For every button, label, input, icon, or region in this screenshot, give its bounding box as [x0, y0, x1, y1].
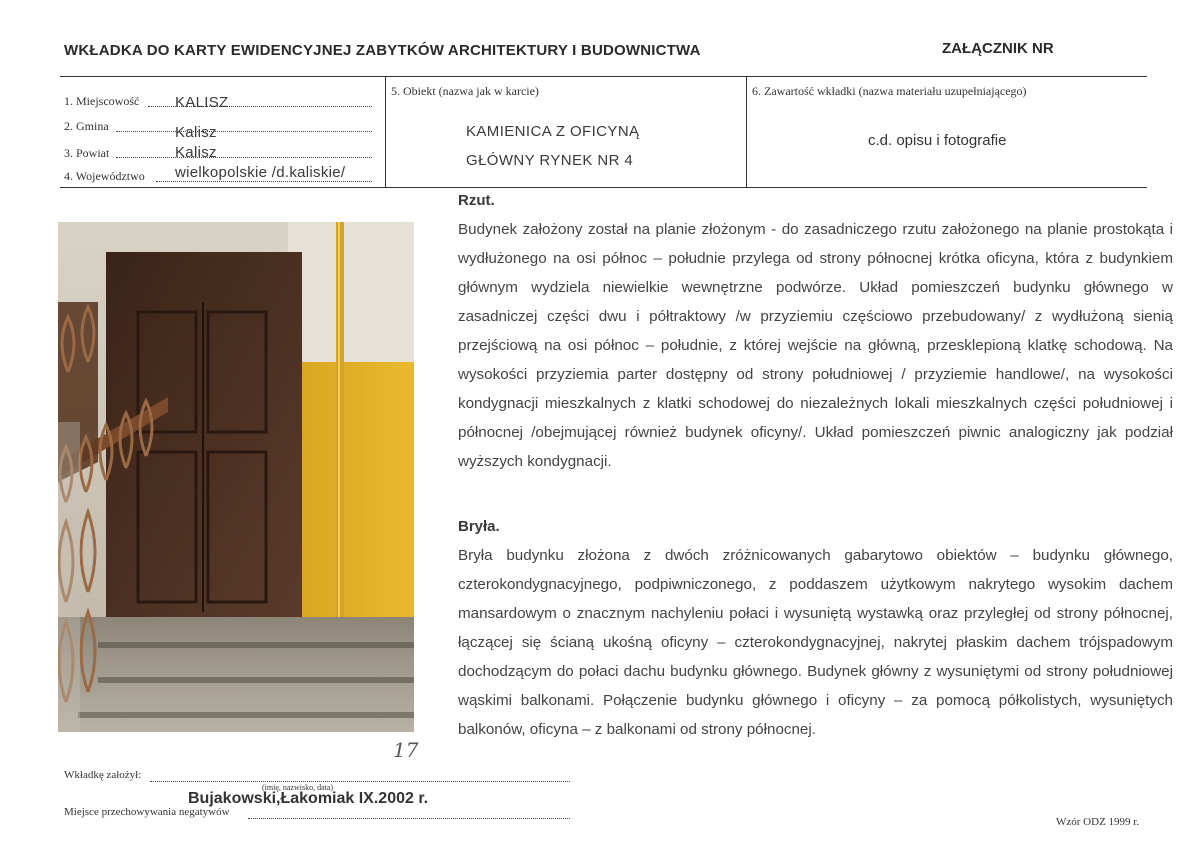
contents-label: 6. Zawartość wkładki (nazwa materiału uzupełniającego) [752, 84, 1027, 98]
object-name-line-2: GŁÓWNY RYNEK NR 4 [466, 152, 634, 169]
rzut-heading: Rzut. [458, 192, 495, 209]
zalozyl-dotted-line [150, 781, 570, 782]
negatives-label: Miejsce przechowywania negatywów [64, 806, 230, 818]
negatives-dotted-line [248, 818, 570, 819]
template-note: Wzór ODZ 1999 r. [1056, 816, 1140, 828]
bryla-paragraph: Bryła budynku złożona z dwóch zróżnicowanych gabarytowo obiektów – budynku głównego, czterokondygnacyjnego, podpiwniczonego, z poddaszem użytkowym nakrytego wysokim dachem mansardowym o znacznym nachyleniu połaci i wysuniętą wystawką oraz przyległej od strony północnej, łączącej się ścianą ukośną oficyny – czterokondygnacyjnej, nakrytej płaskim dachem trójspadowym dochodzącym do połaci dachu budynku głównego. Budynek główny z wysuniętymi od strony południowej wąskimi balkonami. Połączenie budynku głównego i oficyny – za pomocą półkolistych, wysuniętych balkonów, oficyna – z balkonami od strony północnej. [458, 547, 1173, 738]
gmina-label: 2. Gmina [64, 119, 109, 133]
zalozyl-value: Bujakowski,Łakomiak IX.2002 r. [188, 790, 429, 807]
contents-value: c.d. opisu i fotografie [868, 132, 1007, 149]
object-name-line-1: KAMIENICA Z OFICYNĄ [466, 123, 640, 140]
wojewodztwo-dotted-line [156, 181, 372, 182]
object-label: 5. Obiekt (nazwa jak w karcie) [391, 84, 539, 98]
wojewodztwo-label: 4. Województwo [64, 169, 145, 183]
gmina-value: Kalisz [175, 124, 217, 141]
annex-label: ZAŁĄCZNIK NR [942, 40, 1054, 57]
wojewodztwo-value: wielkopolskie /d.kaliskie/ [175, 164, 346, 181]
powiat-dotted-line [116, 157, 372, 158]
miejscowosc-value: KALISZ [175, 94, 229, 111]
zalozyl-label: Wkładkę założył: [64, 769, 142, 781]
staircase-photo [58, 222, 414, 732]
zalozyl-hint: (imię, nazwisko, data) [262, 783, 334, 792]
bryla-heading: Bryła. [458, 518, 500, 535]
rzut-paragraph: Budynek założony został na planie złożonym - do zasadniczego rzutu założonego na planie prostokąta i wydłużonego na osi północ – południe przylega od strony północnej krótka oficyna, która z budynkiem głównym wydziela niewielkie wewnętrzne podwórze. Układ pomieszczeń budynku głównego w zasadniczej części dwu i półtraktowy /w przyziemiu częściowo przebudowany/ z wydłużoną sienią przejściową na osi północ – południe, z której wejście na główną, przesklepioną klatkę schodową. Na wysokości przyziemia parter dostępny od strony południowej / przyziemie handlowe/, na wysokości kondygnacji mieszkalnych z klatki schodowej do niezależnych lokali mieszkalnych części południowej i północnej /obejmującej również budynek oficyny/. Układ pomieszczeń piwnic analogiczny jak podział wyższych kondygnacji. [458, 221, 1173, 470]
form-title: WKŁADKA DO KARTY EWIDENCYJNEJ ZABYTKÓW ARCHITEKTURY I BUDOWNICTWA [64, 42, 701, 59]
miejscowosc-label: 1. Miejscowość [64, 94, 140, 108]
powiat-value: Kalisz [175, 144, 217, 161]
table-divider-2 [746, 76, 747, 187]
photo-handwritten-number: 17 [393, 738, 419, 762]
table-top-border [60, 76, 1147, 77]
gmina-dotted-line [116, 131, 372, 132]
table-divider-1 [385, 76, 386, 187]
table-bottom-border [60, 187, 1147, 188]
powiat-label: 3. Powiat [64, 146, 110, 160]
